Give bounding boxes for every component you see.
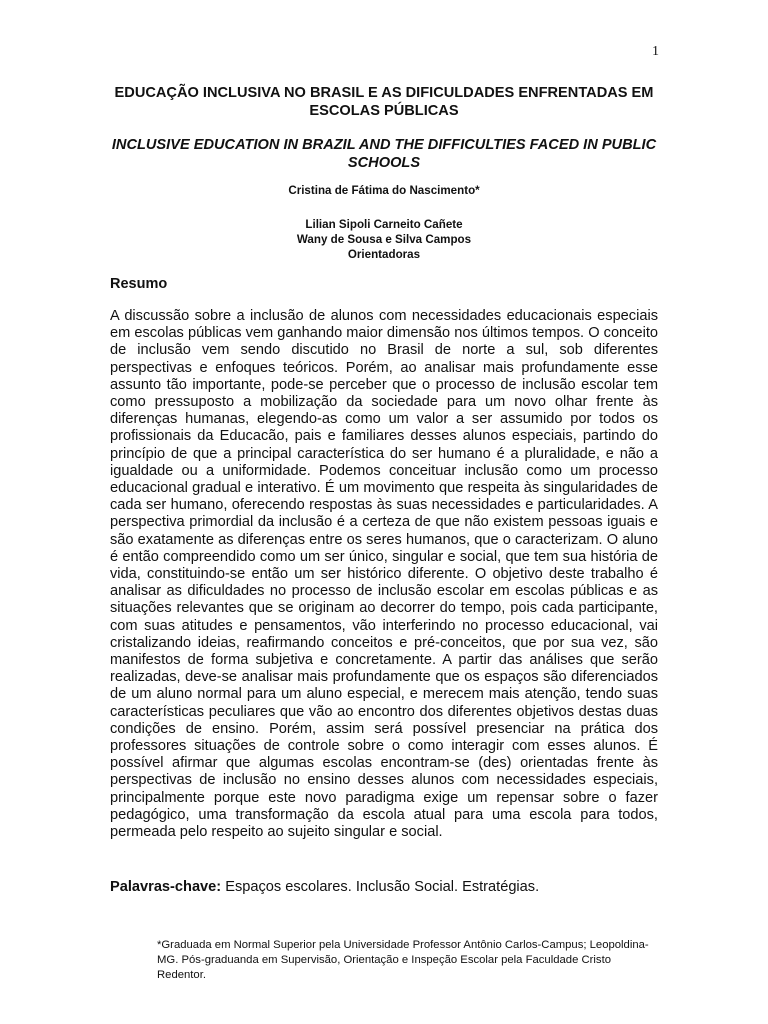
keywords-label: Palavras-chave: bbox=[110, 879, 222, 895]
advisors-block bbox=[100, 217, 668, 262]
title-english: INCLUSIVE EDUCATION IN BRAZIL AND THE DIFFICULTIES FACED IN PUBLIC SCHOOLS bbox=[111, 137, 657, 171]
abstract-paragraph: A discussão sobre a inclusão de alunos com necessidades educacionais especiais em escolas públicas vem ganhando maior dimensão nos últimos tempos. O conceito de inclusão vem sendo discutido no Brasil de norte a sul, sob diferentes perspectivas e enfoques teóricos. Porém, ao analisar mais profundamente esse assunto tão importante, pode-se perceber que o processo de inclusão escolar tem como pressuposto a mobilização da sociedade para um novo olhar frente às diferenças humanas, elegendo-as como um valor a ser assumido por todos os profissionais da Educacão, pais e familiares desses alunos especiais, partindo do princípio de que a principal característica do ser humano é a pluralidade, e não a igualdade ou a uniformidade. Podemos conceituar inclusão como um processo educacional gradual e interativo. É um movimento que respeita às singularidades de cada ser humano, oferecendo respostas às suas necessidades e particularidades. A perspectiva primordial da inclusão é a certeza de que não existem pessoas iguais e são exatamente as diferenças entre os seres humanos, que o caracterizam. O aluno é então compreendido como um ser único, singular e social, que tem sua história de vida, constituindo-se então um ser histórico diferente. O objetivo deste trabalho é analisar as dificuldades no processo de inclusão escolar em escolas públicas e as situações relevantes que se originam ao decorrer do tempo, pois cada participante, com suas atitudes e pensamentos, vão interferindo no processo educacional, vai cristalizando ideias, reafirmando conceitos e pré-conceitos, que por sua vez, são manifestos de forma subjetiva e concretamente. A partir das análises que serão realizadas, deve-se analisar mais profundamente que os espaços são diferenciados de um aluno normal para um aluno especial, e merecem mais atenção, tendo suas características peculiares que vão ao encontro dos diferentes objetivos destas duas condições de ensino. Porém, assim será possível presenciar na prática dos professores situações de controle sobre o como interagir com esses alunos. É possível afirmar que algumas escolas encontram-se (des) orientadas frente às perspectivas de inclusão no ensino desses alunos com necessidades especiais, principalmente porque este novo paradigma exige um repensar sobre o fazer pedagógico, uma transformação da escola atual para uma escola para todos, permeada pelo respeito ao sujeito singular e social. bbox=[110, 308, 658, 841]
keywords-line bbox=[110, 879, 658, 895]
author-name: Cristina de Fátima do Nascimento* bbox=[288, 184, 480, 197]
advisor-name-2: Wany de Sousa e Silva Campos bbox=[296, 233, 472, 246]
advisor-name-1: Lilian Sipoli Carneito Cañete bbox=[305, 218, 463, 231]
title-portuguese: EDUCAÇÃO INCLUSIVA NO BRASIL E AS DIFICULDADES ENFRENTADAS EM ESCOLAS PÚBLICAS bbox=[114, 85, 654, 119]
keywords-text: Espaços escolares. Inclusão Social. Estratégias. bbox=[225, 879, 540, 895]
footnote: *Graduada em Normal Superior pela Universidade Professor Antônio Carlos-Campus; Leopoldina-MG. Pós-graduanda em Supervisão, Orientação e Inspeção Escolar pela Faculdade Cristo Redentor. bbox=[157, 939, 649, 981]
page-number: 1 bbox=[652, 44, 659, 59]
abstract-heading: Resumo bbox=[110, 276, 168, 292]
advisors-label: Orientadoras bbox=[347, 248, 421, 261]
